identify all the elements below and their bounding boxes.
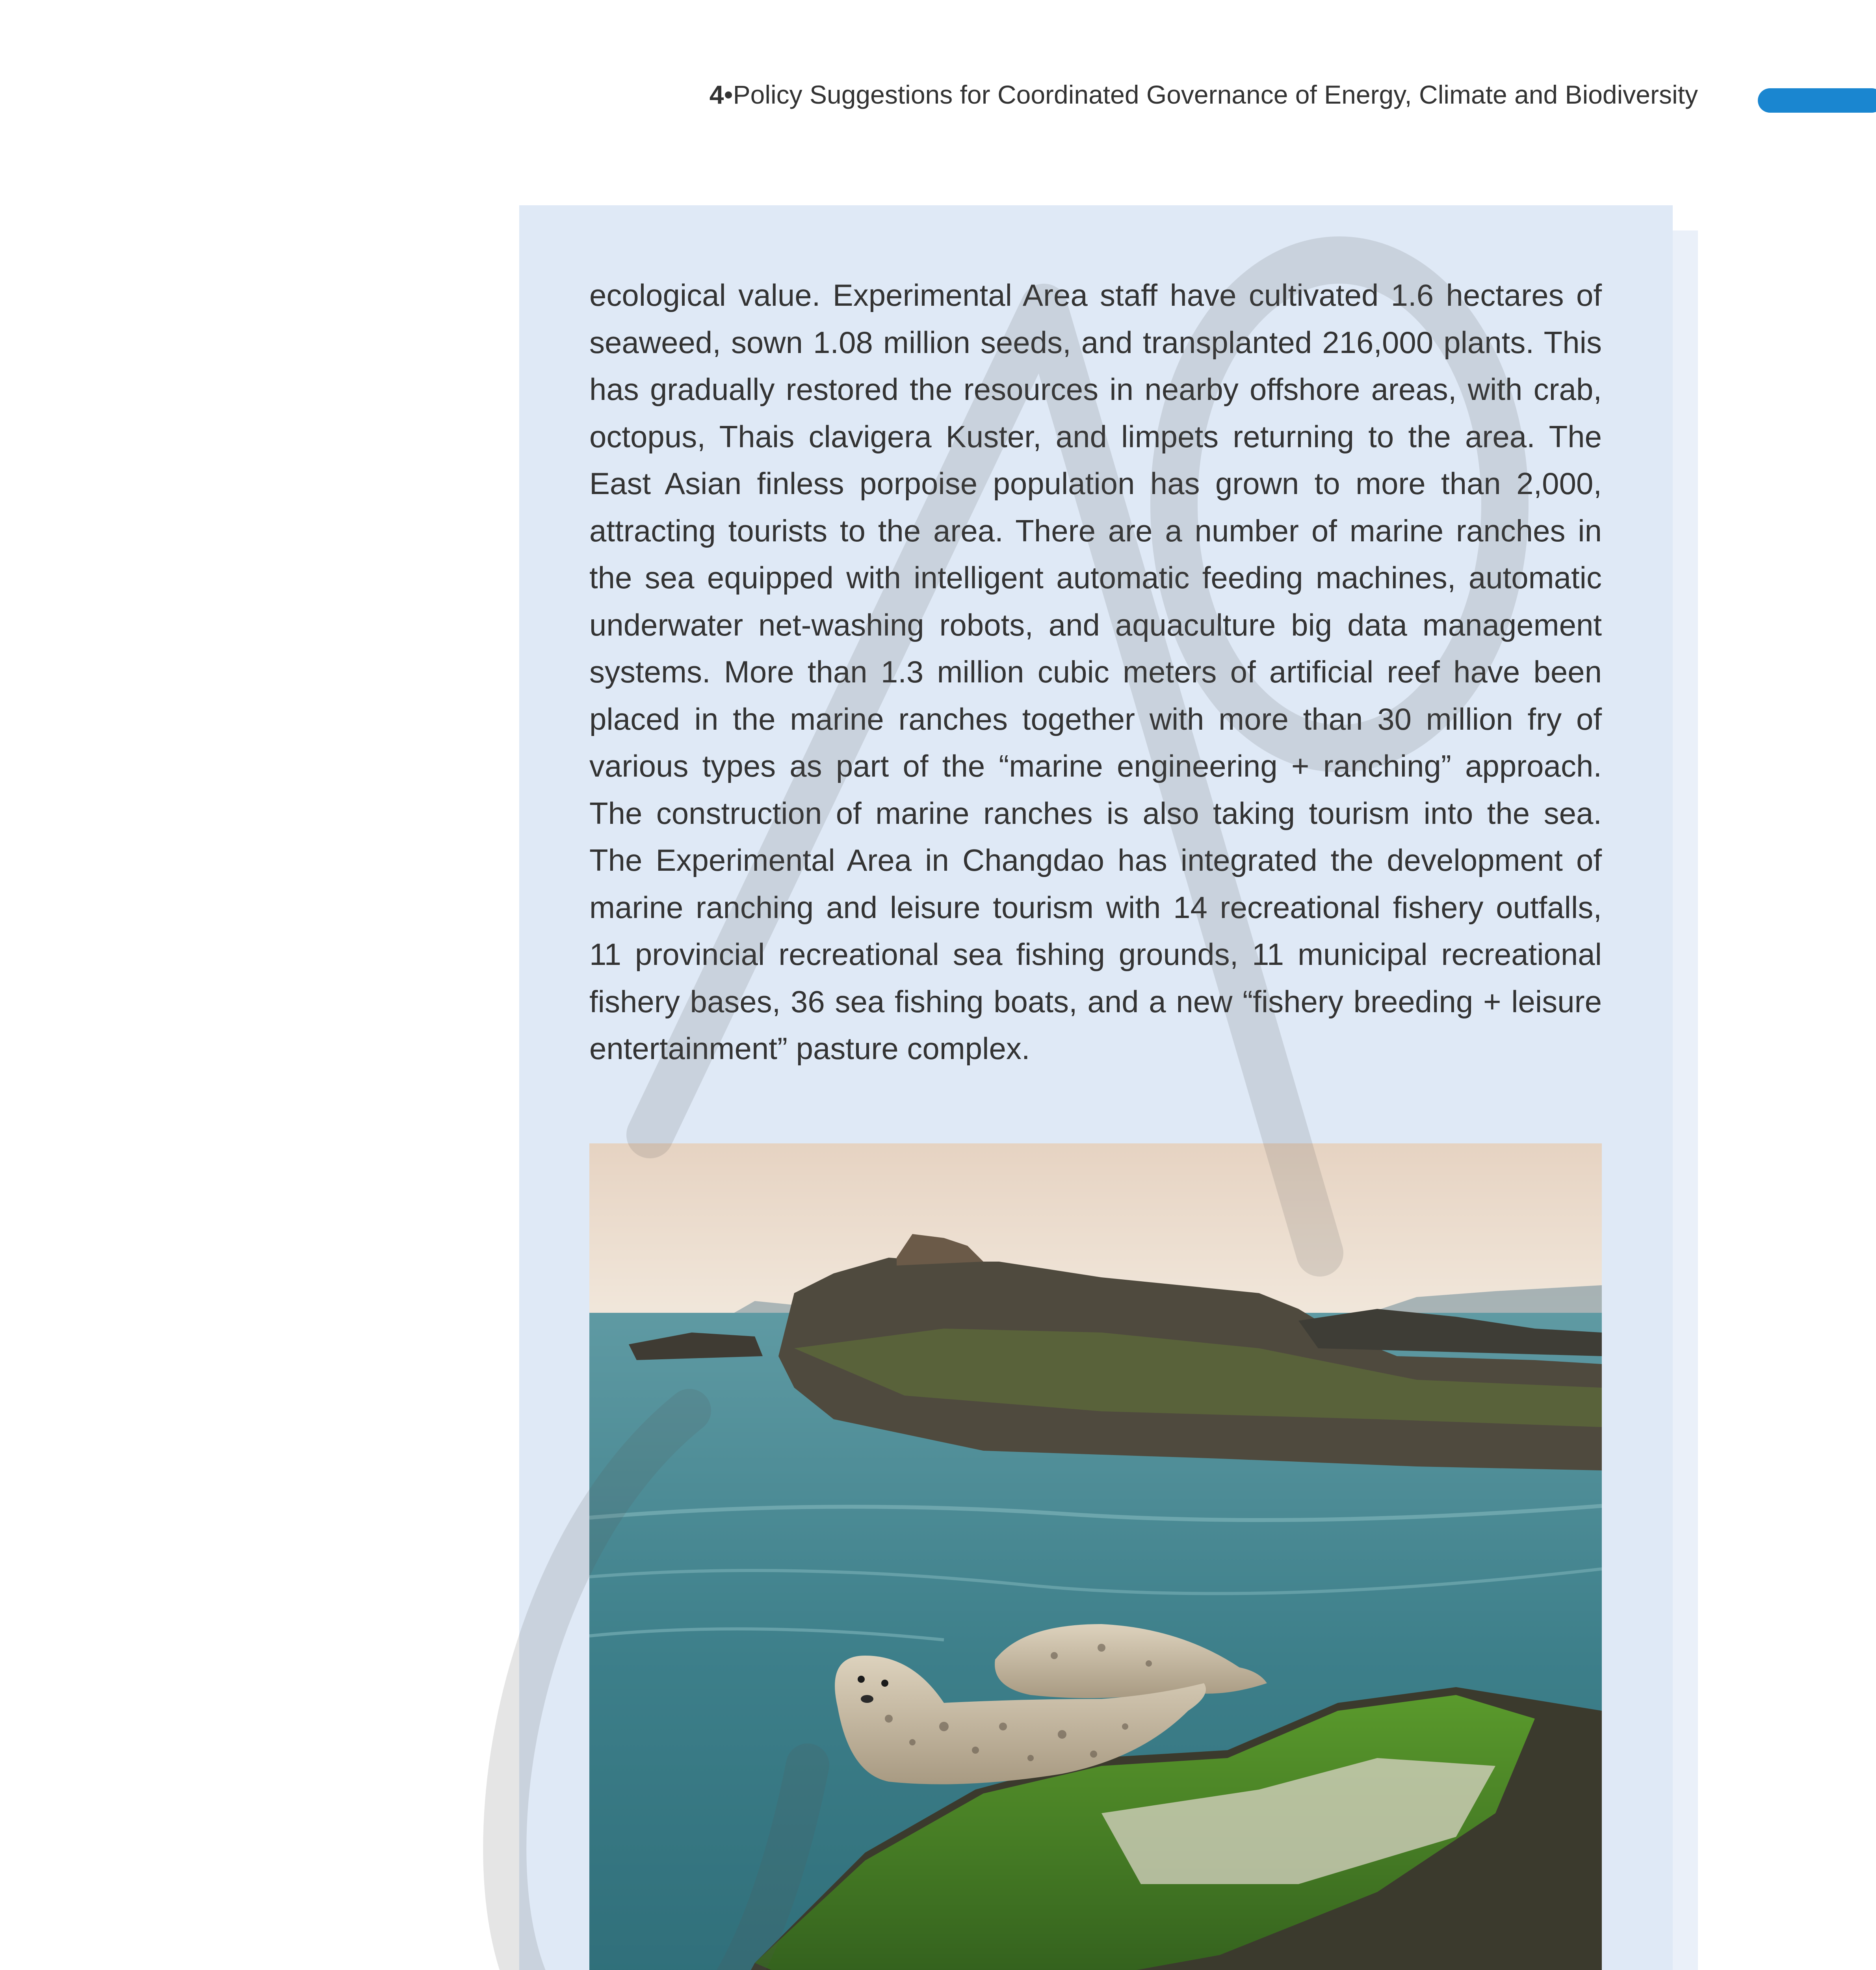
chapter-number: 4: [709, 80, 724, 109]
header-accent-tab: [1758, 88, 1876, 113]
figure-photo: [589, 1143, 1602, 1970]
running-header: [710, 79, 1698, 110]
header-bullet: •: [724, 80, 733, 109]
box-body-text: ecological value. Experimental Area staff have cultivated 1.6 hectares of seaweed, sown 1.08 million seeds, and transplanted 216,000 plants. This has gradually restored the resources in nearby offshore areas, with crab, octopus, Thais clavigera Kuster, and limpets returning to the area. The East Asian finless porpoise population has grown to more than 2,000, attracting tourists to the area. There are a number of marine ranches in the sea equipped with intelligent automatic feeding machines, automatic underwater net-washing robots, and aquaculture big data management systems. More than 1.3 million cubic meters of artificial reef have been placed in the marine ranches together with more than 30 million fry of various types as part of the “marine engineering + ranching” approach. The construction of marine ranches is also taking tourism into the sea. The Experimental Area in Changdao has integrated the development of marine ranching and leisure tourism with 14 recreational fishery outfalls, 11 provincial recreational sea fishing grounds, 11 municipal recreational fishery bases, 36 sea fishing boats, and a new “fishery breeding + leisure entertainment” pasture complex.: [589, 278, 1602, 1066]
chapter-title: Policy Suggestions for Coordinated Governance of Energy, Climate and Biodiversity: [733, 80, 1698, 109]
seals-on-rock-illustration: [589, 1143, 1602, 1970]
